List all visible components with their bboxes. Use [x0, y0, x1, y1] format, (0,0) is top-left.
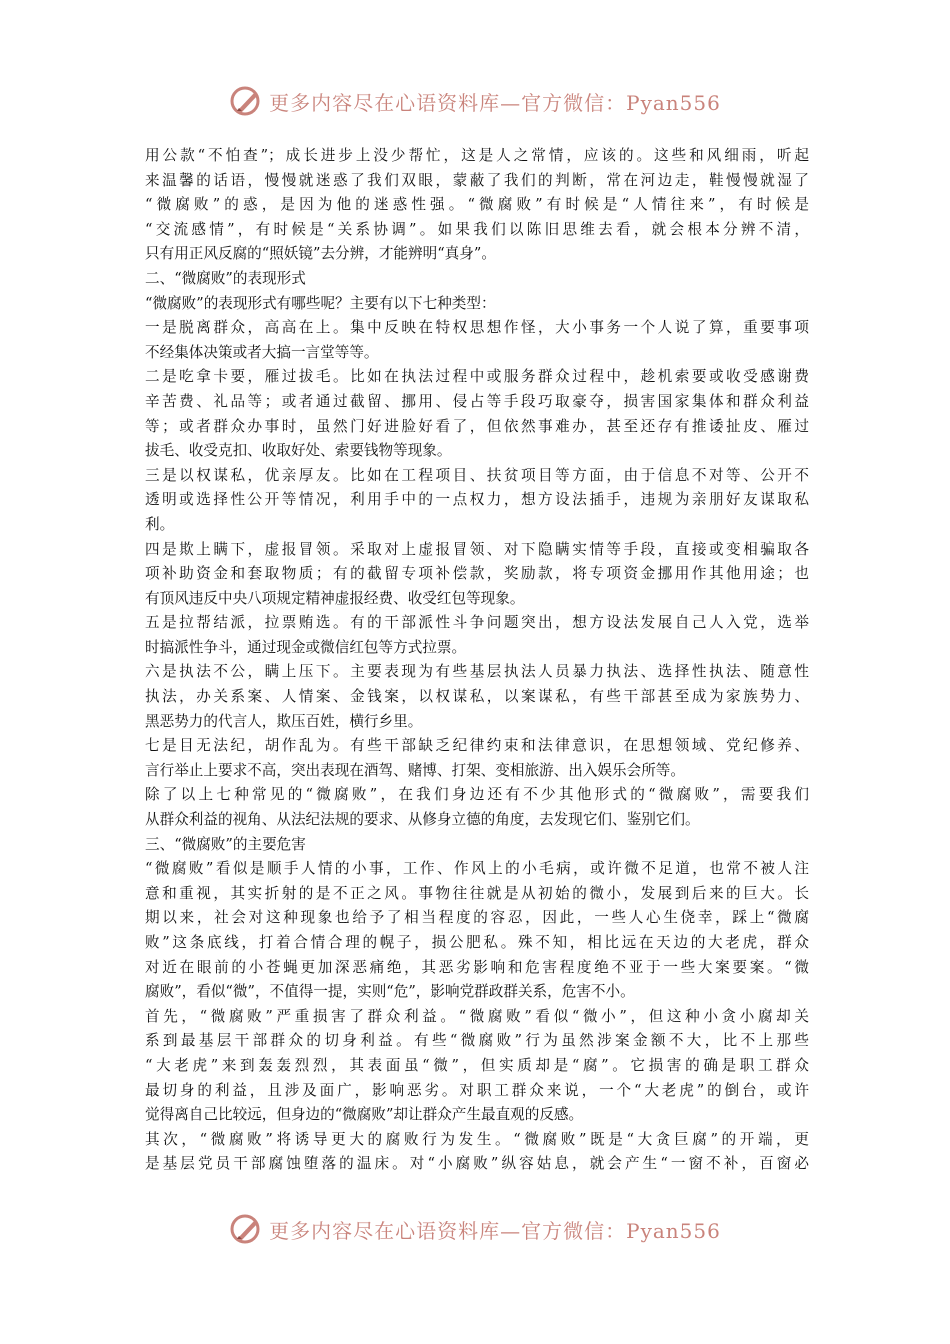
pen-logo-icon [229, 84, 263, 118]
text-line: 觉得离自己比较远，但身边的“微腐败”却让群众产生最直观的反感。 [145, 1106, 584, 1124]
text-line: 其次，“微腐败”将诱导更大的腐败行为发生。“微腐败”既是“大贪巨腐”的开端，更 [145, 1130, 809, 1148]
text-line: 三是以权谋私，优亲厚友。比如在工程项目、扶贫项目等方面，由于信息不对等、公开不 [145, 466, 809, 484]
text-line: 辛苦费、礼品等；或者通过截留、挪用、侵占等手段巧取豪夺，损害国家集体和群众利益 [145, 392, 809, 410]
text-line: 二是吃拿卡要，雁过拔毛。比如在执法过程中或服务群众过程中，趁机索要或收受感谢费 [145, 368, 809, 386]
text-line: 一是脱离群众，高高在上。集中反映在特权思想作怪，大小事务一个人说了算，重要事项 [145, 319, 809, 337]
text-line: 用公款“不怕查”；成长进步上没少帮忙，这是人之常情，应该的。这些和风细雨，听起 [145, 147, 809, 164]
text-line: 有顶风违反中央八项规定精神虚报经费、收受红包等现象。 [145, 589, 525, 607]
text-line: 言行举止上要求不高，突出表现在酒驾、赌博、打架、变相旅游、出入娱乐会所等。 [145, 761, 685, 779]
text-line: 最切身的利益，且涉及面广，影响恶劣。对职工群众来说，一个“大老虎”的倒台，或许 [145, 1081, 809, 1099]
text-line: 意和重视，其实折射的是不正之风。事物往往就是从初始的微小，发展到后来的巨大。长 [145, 884, 809, 902]
footer-watermark-text: 更多内容尽在心语资料库—官方微信：Pyan556 [269, 1218, 721, 1243]
text-line: “交流感情”，有时候是“关系协调”。如果我们以陈旧思维去看，就会根本分辨不清， [145, 220, 809, 238]
text-line: “大老虎”来到轰轰烈烈，其表面虽“微”，但实质却是“腐”。它损害的确是职工群众 [145, 1056, 809, 1074]
text-line: 只有用正风反腐的“照妖镜”去分辨，才能辨明“真身”。 [145, 245, 496, 263]
text-line: “微腐败”的表现形式有哪些呢？主要有以下七种类型： [145, 294, 496, 312]
text-line: 二、“微腐败”的表现形式 [145, 269, 306, 287]
text-line: 对近在眼前的小苍蝇更加深恶痛绝，其恶劣影响和危害程度绝不亚于一些大案要案。“微 [145, 958, 809, 976]
text-line: 七是目无法纪，胡作乱为。有些干部缺乏纪律约束和法律意识，在思想领域、党纪修养、 [145, 737, 809, 755]
text-line: 从群众利益的视角、从法纪法规的要求、从修身立德的角度，去发现它们、鉴别它们。 [145, 811, 700, 829]
text-line: 等；或者群众办事时，虽然门好进脸好看了，但依然事难办，甚至还存有推诿扯皮、雁过 [145, 417, 809, 435]
text-line: 执法，办关系案、人情案、金钱案，以权谋私，以案谋私，有些干部甚至成为家族势力、 [145, 688, 809, 706]
footer-watermark-banner [0, 1212, 950, 1246]
text-line: 败”这条底线，打着合情合理的幌子，损公肥私。殊不知，相比远在天边的大老虎，群众 [145, 934, 809, 951]
text-line: “微腐败”看似是顺手人情的小事，工作、作风上的小毛病，或许微不足道，也常不被人注 [145, 860, 809, 878]
text-line: 是基层党员干部腐蚀堕落的温床。对“小腐败”纵容姑息，就会产生“一窗不补，百窗必 [145, 1155, 809, 1173]
text-line: 六是执法不公，瞒上压下。主要表现为有些基层执法人员暴力执法、选择性执法、随意性 [145, 663, 809, 681]
text-line: 期以来，社会对这种现象也给予了相当程度的容忍，因此，一些人心生侥幸，踩上“微腐 [145, 909, 809, 927]
text-line: 时搞派性争斗，通过现金或微信红包等方式拉票。 [145, 638, 467, 656]
pen-logo-icon [229, 1212, 263, 1246]
text-line: 除了以上七种常见的“微腐败”，在我们身边还有不少其他形式的“微腐败”，需要我们 [145, 786, 809, 804]
text-line: 黑恶势力的代言人，欺压百姓，横行乡里。 [145, 712, 423, 730]
text-line: “微腐败”的惑，是因为他的迷惑性强。“微腐败”有时候是“人情往来”，有时候是 [145, 196, 809, 214]
text-line: 系到最基层干部群众的切身利益。有些“微腐败”行为虽然涉案金额不大，比不上那些 [145, 1032, 809, 1050]
text-line: 三、“微腐败”的主要危害 [145, 835, 306, 853]
header-watermark-text: 更多内容尽在心语资料库—官方微信：Pyan556 [269, 90, 721, 115]
text-line: 四是欺上瞒下，虚报冒领。采取对上虚报冒领、对下隐瞒实情等手段，直接或变相骗取各 [145, 540, 809, 558]
text-line: 首先，“微腐败”严重损害了群众利益。“微腐败”看似“微小”，但这种小贪小腐却关 [145, 1007, 809, 1025]
text-line: 五是拉帮结派，拉票贿选。有的干部派性斗争问题突出，想方设法发展自己人入党，选举 [145, 614, 809, 632]
document-body [145, 144, 809, 1177]
text-line: 腐败”，看似“微”，不值得一提，实则“危”，影响党群政群关系，危害不小。 [145, 983, 635, 1001]
text-line: 利。 [145, 515, 175, 533]
text-line: 拔毛、收受克扣、收取好处、索要钱物等现象。 [145, 442, 452, 460]
text-line: 不经集体决策或者大搞一言堂等等。 [145, 343, 379, 361]
text-line: 透明或选择性公开等情况，利用手中的一点权力，想方设法插手，违规为亲朋好友谋取私 [145, 491, 809, 509]
header-watermark-banner [0, 84, 950, 118]
text-line: 来温馨的话语，慢慢就迷惑了我们双眼，蒙蔽了我们的判断，常在河边走，鞋慢慢就湿了 [145, 171, 809, 189]
text-line: 项补助资金和套取物质；有的截留专项补偿款，奖励款，将专项资金挪用作其他用途；也 [145, 565, 809, 583]
